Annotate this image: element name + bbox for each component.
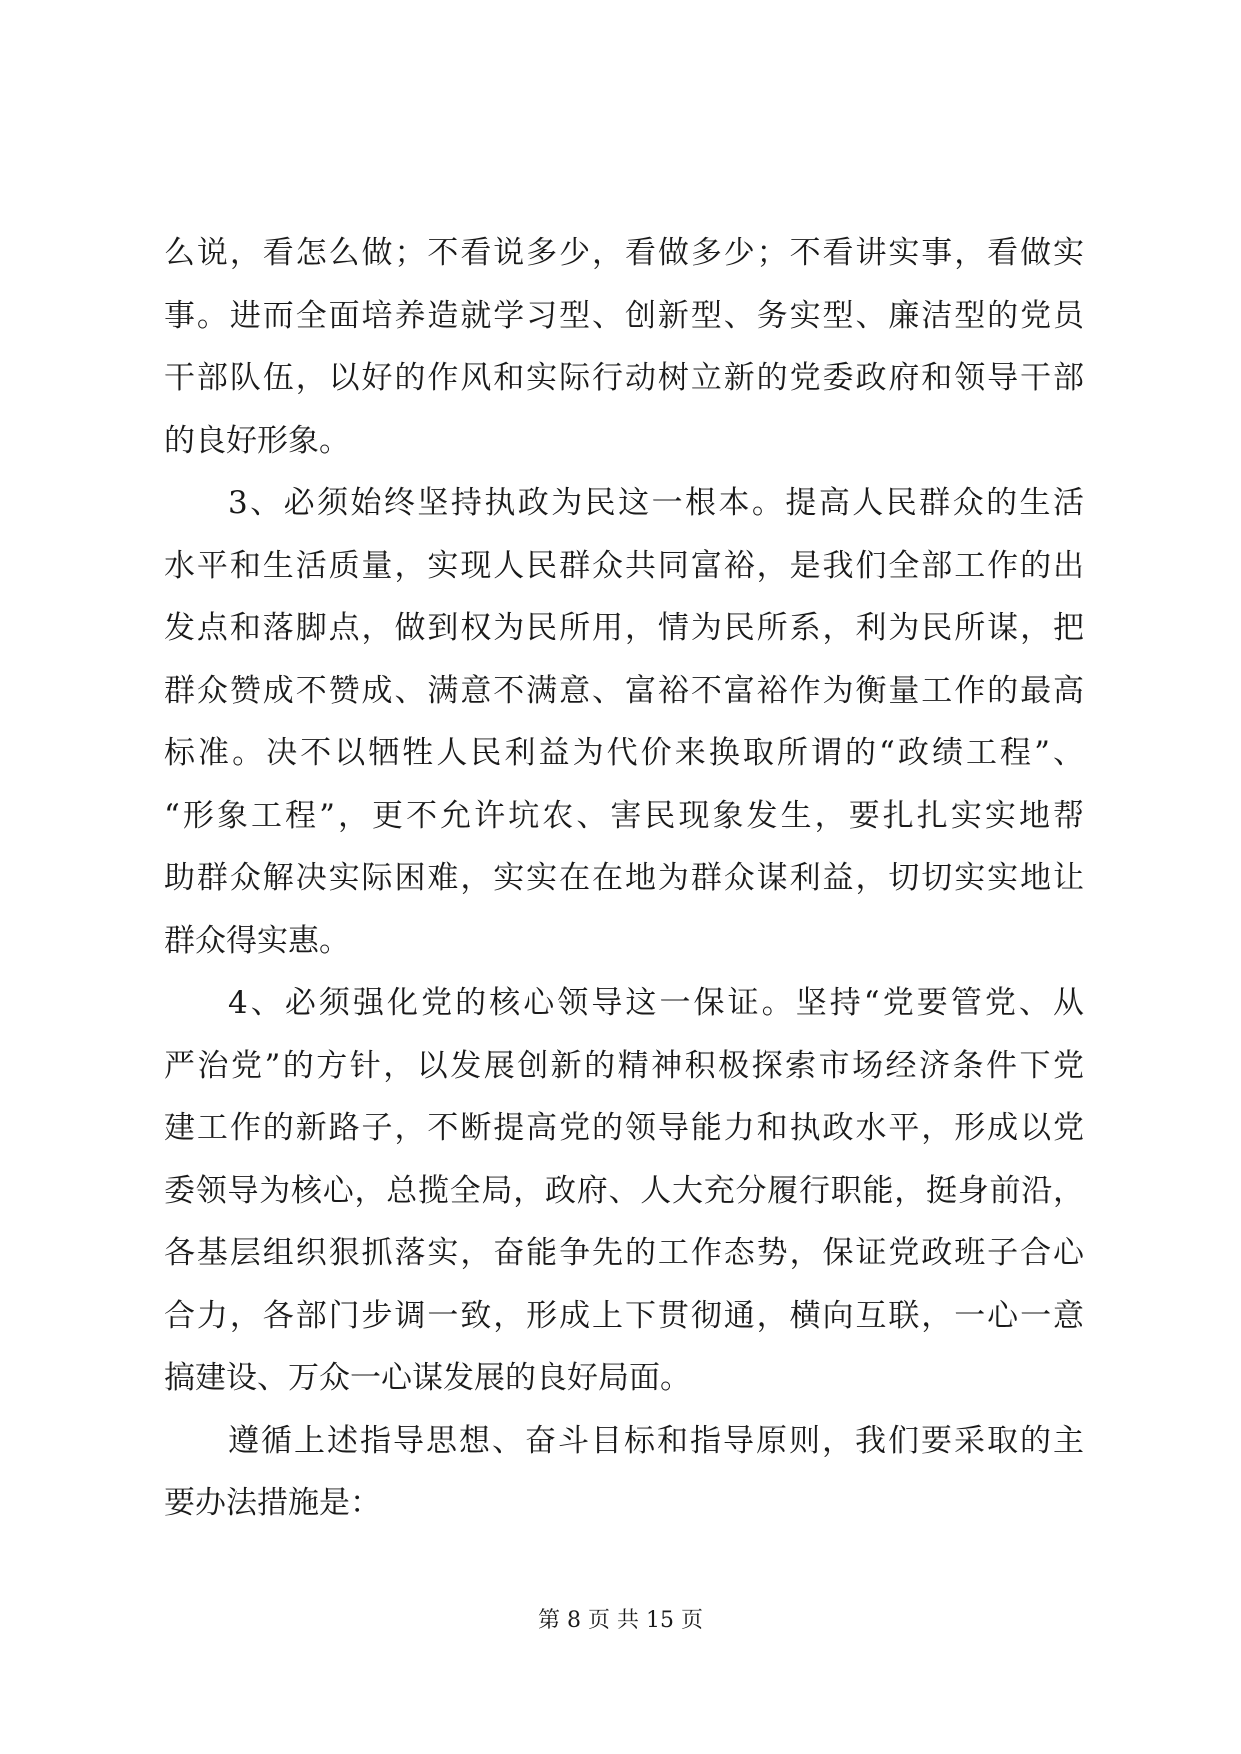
text-line: 委领导为核心，总揽全局，政府、人大充分履行职能，挺身前沿， — [164, 1172, 1084, 1209]
text-line: 干部队伍，以好的作风和实际行动树立新的党委政府和领导干部 — [164, 360, 1084, 396]
paragraph-item-4 — [164, 972, 1084, 1410]
text-line: 各基层组织狠抓落实，奋能争先的工作态势，保证党政班子合心 — [164, 1235, 1084, 1271]
text-line: 建工作的新路子，不断提高党的领导能力和执政水平，形成以党 — [164, 1110, 1084, 1146]
text-line: 合力，各部门步调一致，形成上下贯彻通，横向互联，一心一意 — [164, 1297, 1084, 1334]
text-line: 助群众解决实际困难，实实在在地为群众谋利益，切切实实地让 — [164, 860, 1084, 896]
text-line: 4、必须强化党的核心领导这一保证。坚持“党要管党、从 — [228, 985, 1084, 1021]
text-line: 么说，看怎么做；不看说多少，看做多少；不看讲实事，看做实 — [164, 235, 1084, 271]
text-line: 遵循上述指导思想、奋斗目标和指导原则，我们要采取的主 — [228, 1422, 1084, 1459]
text-line: 发点和落脚点，做到权为民所用，情为民所系，利为民所谋，把 — [164, 610, 1084, 646]
text-line: 群众赞成不赞成、满意不满意、富裕不富裕作为衡量工作的最高 — [164, 672, 1084, 709]
paragraph-measures-intro — [164, 1410, 1084, 1535]
page-number-label: 第 8 页 共 15 页 — [538, 1608, 703, 1633]
document-body — [164, 222, 1084, 1535]
text-line: 事。进而全面培养造就学习型、创新型、务实型、廉洁型的党员 — [164, 297, 1084, 334]
page-footer — [0, 1606, 1241, 1636]
text-line: 要办法措施是： — [164, 1485, 381, 1521]
text-line: 搞建设、万众一心谋发展的良好局面。 — [164, 1360, 691, 1396]
text-line: 群众得实惠。 — [164, 922, 350, 959]
text-line: “形象工程”，更不允许坑农、害民现象发生，要扎扎实实地帮 — [164, 797, 1084, 834]
text-line: 严治党”的方针，以发展创新的精神积极探索市场经济条件下党 — [164, 1047, 1084, 1084]
paragraph-item-3 — [164, 472, 1084, 972]
text-line: 标准。决不以牺牲人民利益为代价来换取所谓的“政绩工程”、 — [164, 735, 1084, 771]
text-line: 水平和生活质量，实现人民群众共同富裕，是我们全部工作的出 — [164, 547, 1084, 584]
paragraph-continuation — [164, 222, 1084, 472]
text-line: 3、必须始终坚持执政为民这一根本。提高人民群众的生活 — [228, 485, 1084, 521]
text-line: 的良好形象。 — [164, 422, 350, 459]
